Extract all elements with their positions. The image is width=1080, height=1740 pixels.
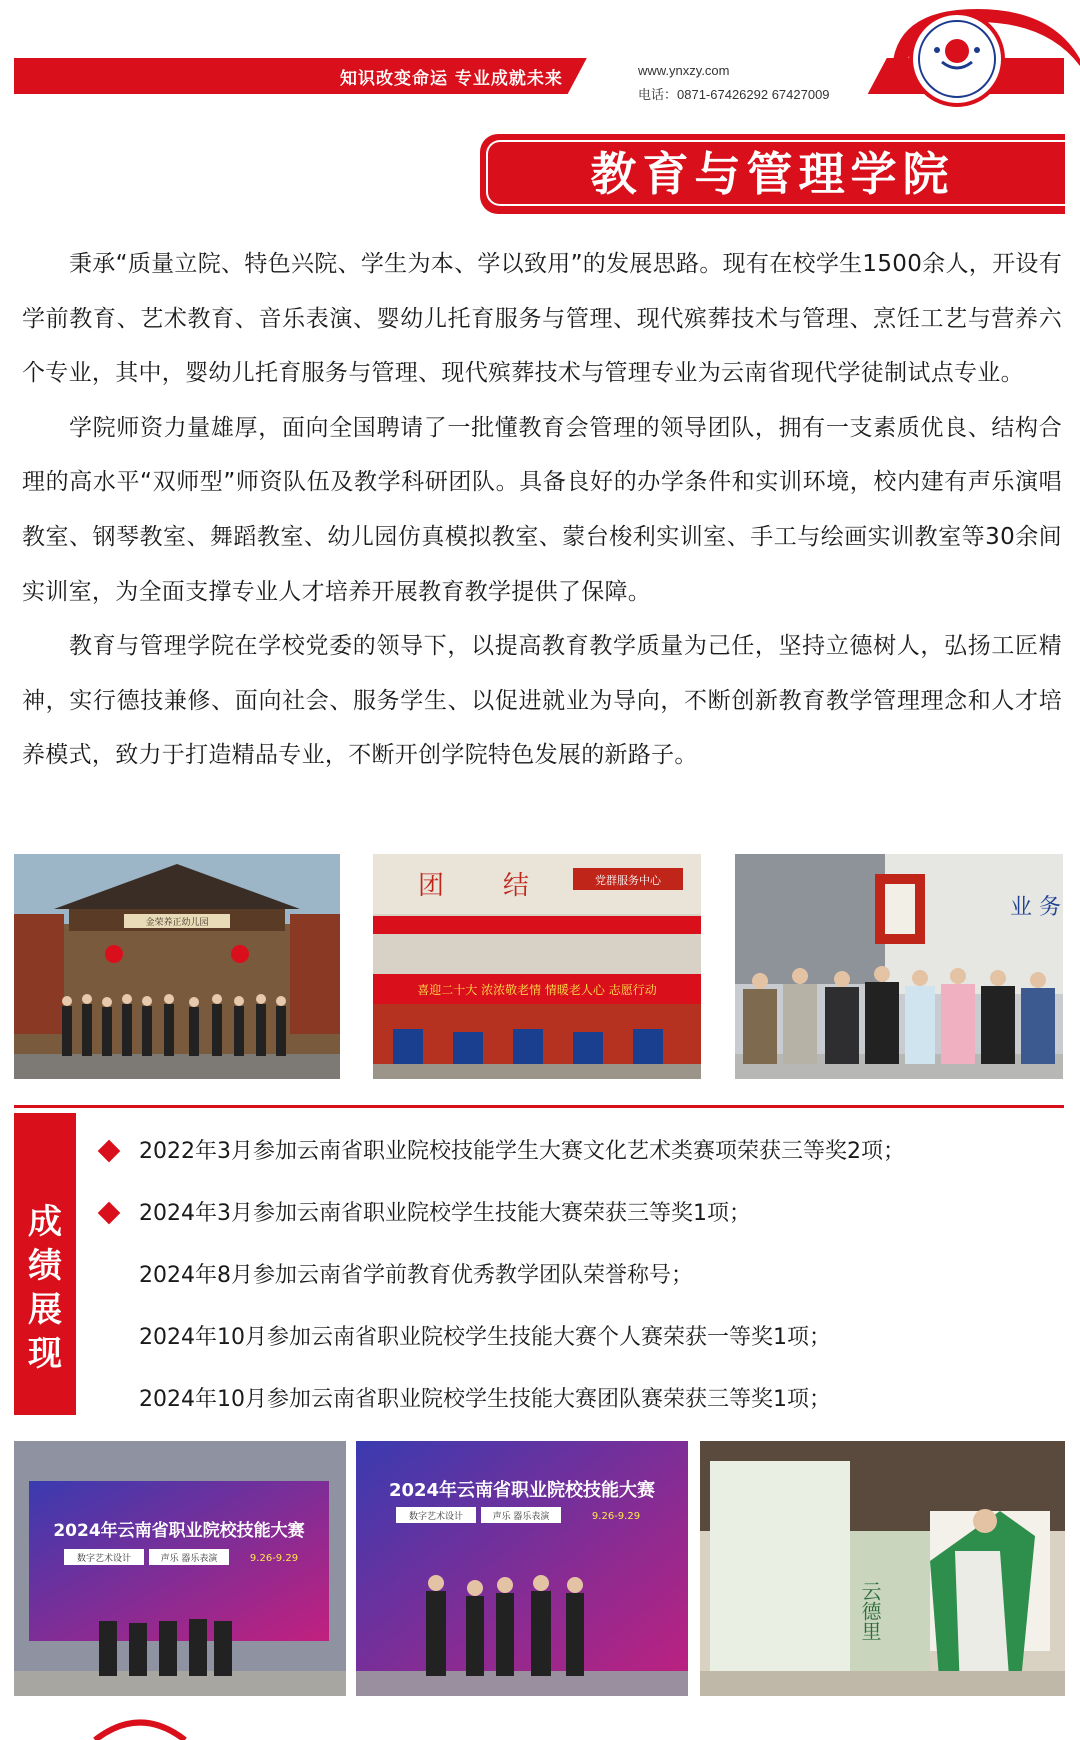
photo-kindergarten-gate xyxy=(14,854,340,1079)
contest-sub-design: 数字艺术设计 xyxy=(408,1512,464,1522)
photo-costume-display xyxy=(700,1441,1065,1696)
achievement-text: 2024年10月参加云南省职业院校学生技能大赛个人赛荣获一等奖1项； xyxy=(139,1325,831,1350)
list-item xyxy=(95,1307,1055,1369)
achievements-label: 成绩展现 xyxy=(28,1202,62,1374)
paragraph: 秉承“质量立院、特色兴院、学生为本、学以致用”的发展思路。现有在校学生1500余人，开设有学前教育、艺术教育、音乐表演、婴幼儿托育服务与管理、现代殡葬技术与管理、烹饪工艺与营养六个专业，其中，婴幼儿托育服务与管理、现代殡葬技术与管理专业为云南省现代学徒制试点专业。 xyxy=(22,251,1062,387)
gate-sign: 金荣养正幼儿园 xyxy=(145,918,209,928)
header-slogan: 知识改变命运 专业成就未来 xyxy=(340,69,563,89)
achievements-list xyxy=(95,1121,1055,1431)
diamond-bullet-icon xyxy=(98,1140,121,1163)
contest-sub-music: 声乐 器乐表演 xyxy=(492,1512,550,1522)
section-divider xyxy=(14,1105,1064,1108)
college-logo xyxy=(882,4,1080,114)
contest-title: 2024年云南省职业院校技能大赛 xyxy=(53,1521,305,1541)
wall-character-left: 团 xyxy=(418,871,445,901)
photo-contest-team-2 xyxy=(356,1441,688,1696)
contest-dates: 9.26-9.29 xyxy=(591,1511,641,1522)
contest-dates: 9.26-9.29 xyxy=(249,1553,299,1564)
paragraph: 教育与管理学院在学校党委的领导下，以提高教育教学质量为己任，坚持立德树人，弘扬工匠精神，实行德技兼修、面向社会、服务学生、以促进就业为导向，不断创新教育教学管理理念和人才培养模式，致力于打造精品专业，不断开创学院特色发展的新路子。 xyxy=(22,633,1062,769)
photo-visiting-delegation xyxy=(735,854,1063,1079)
contest-sub-design: 数字艺术设计 xyxy=(76,1554,132,1564)
page-header xyxy=(0,0,1080,120)
header-website[interactable]: www.ynxzy.com xyxy=(638,63,730,78)
list-item xyxy=(95,1183,1055,1245)
service-center-sign: 党群服务中心 xyxy=(595,874,661,887)
list-item xyxy=(95,1121,1055,1183)
achievement-text: 2024年3月参加云南省职业院校学生技能大赛荣获三等奖1项； xyxy=(139,1201,751,1226)
achievement-text: 2024年8月参加云南省学前教育优秀教学团队荣誉称号； xyxy=(139,1263,693,1288)
achievement-text: 2022年3月参加云南省职业院校技能学生大赛文化艺术类赛项荣获三等奖2项； xyxy=(139,1139,905,1164)
list-item xyxy=(95,1369,1055,1431)
diamond-bullet-icon xyxy=(98,1202,121,1225)
wall-lettering: 业 务 xyxy=(1010,895,1061,920)
list-item xyxy=(95,1245,1055,1307)
footer-decoration xyxy=(90,1710,190,1740)
wall-character-right: 结 xyxy=(503,871,530,901)
volunteer-banner: 喜迎二十大 浓浓敬老情 情暖老人心 志愿行动 xyxy=(417,983,657,997)
contest-title: 2024年云南省职业院校技能大赛 xyxy=(388,1480,656,1501)
page-title: 教育与管理学院 xyxy=(590,147,955,201)
contest-sub-music: 声乐 器乐表演 xyxy=(160,1554,218,1564)
photo-volunteer-group xyxy=(373,854,701,1079)
poster-vertical-text: 云德里 xyxy=(858,1581,882,1641)
intro-text xyxy=(22,237,1062,783)
achievement-text: 2024年10月参加云南省职业院校学生技能大赛团队赛荣获三等奖1项； xyxy=(139,1387,831,1412)
photo-contest-team-1 xyxy=(14,1441,346,1696)
header-phone: 电话：0871-67426292 67427009 xyxy=(638,87,830,102)
paragraph: 学院师资力量雄厚，面向全国聘请了一批懂教育会管理的领导团队，拥有一支素质优良、结构合理的高水平“双师型”师资队伍及教学科研团队。具备良好的办学条件和实训环境，校内建有声乐演唱教室、钢琴教室、舞蹈教室、幼儿园仿真模拟教室、蒙台梭利实训室、手工与绘画实训教室等30余间实训室，为全面支撑专业人才培养开展教育教学提供了保障。 xyxy=(22,414,1062,605)
